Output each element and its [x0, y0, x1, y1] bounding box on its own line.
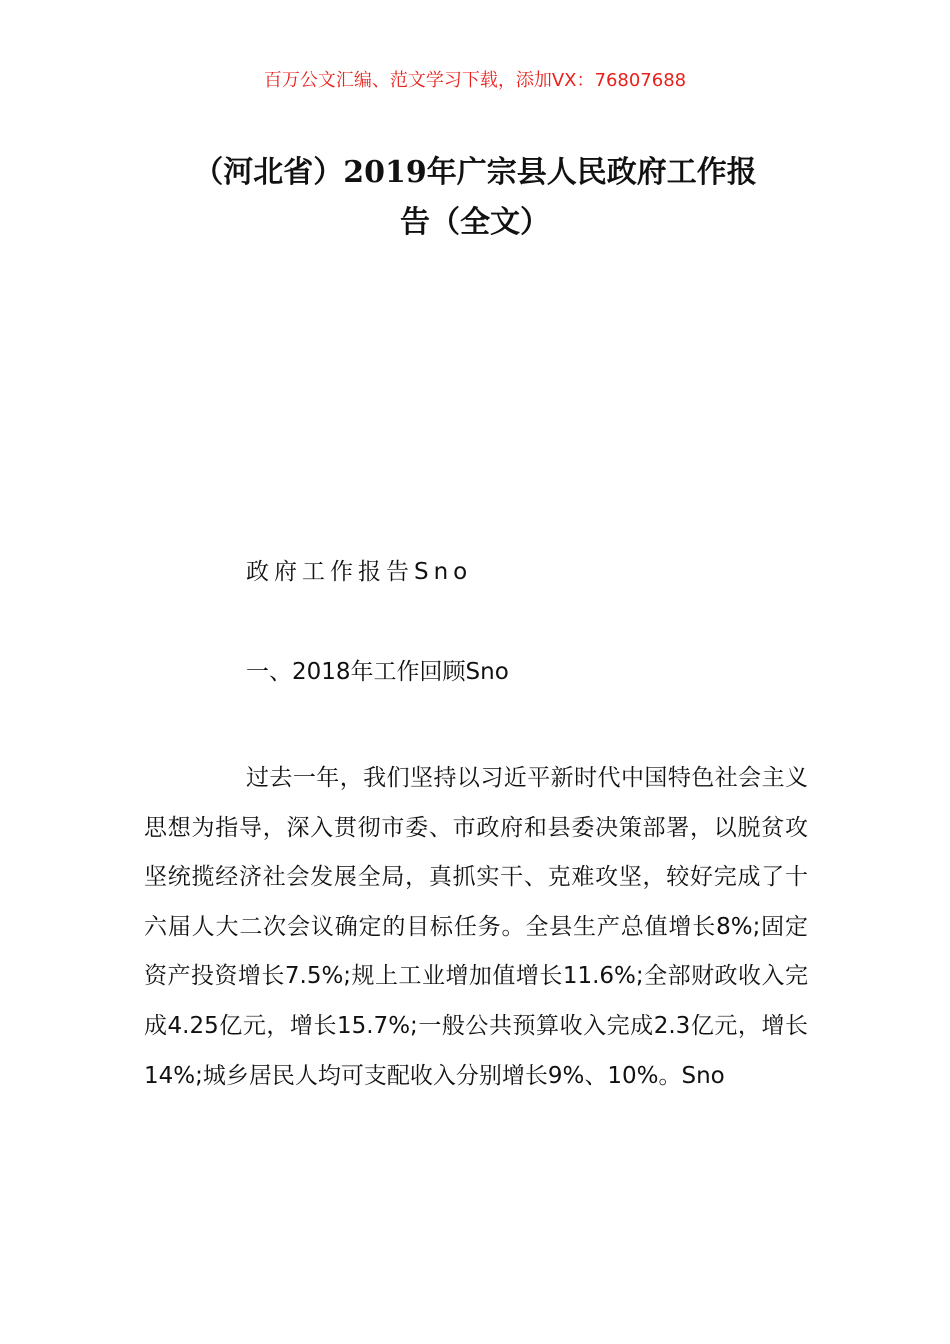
watermark-banner: 百万公文汇编、范文学习下载，添加VX：76807688	[263, 70, 687, 91]
document-title	[0, 148, 950, 248]
body-paragraph: 过去一年，我们坚持以习近平新时代中国特色社会主义思想为指导，深入贯彻市委、市政府和县委决策部署，以脱贫攻坚统揽经济社会发展全局，真抓实干、克难攻坚，较好完成了十六届人大二次会议确定的目标任务。全县生产总值增长8%;固定资产投资增长7.5%;规上工业增加值增长11.6%;全部财政收入完成4.25亿元，增长15.7%;一般公共预算收入完成2.3亿元，增长14%;城乡居民人均可支配收入分别增长9%、10%。Sno	[144, 765, 808, 1089]
title-line-2: 告（全文）	[400, 205, 550, 240]
report-heading: 政府工作报告Sno	[246, 559, 473, 585]
title-line-1: （河北省）2019年广宗县人民政府工作报	[193, 155, 757, 190]
section-heading-review: 一、2018年工作回顾Sno	[246, 659, 509, 685]
